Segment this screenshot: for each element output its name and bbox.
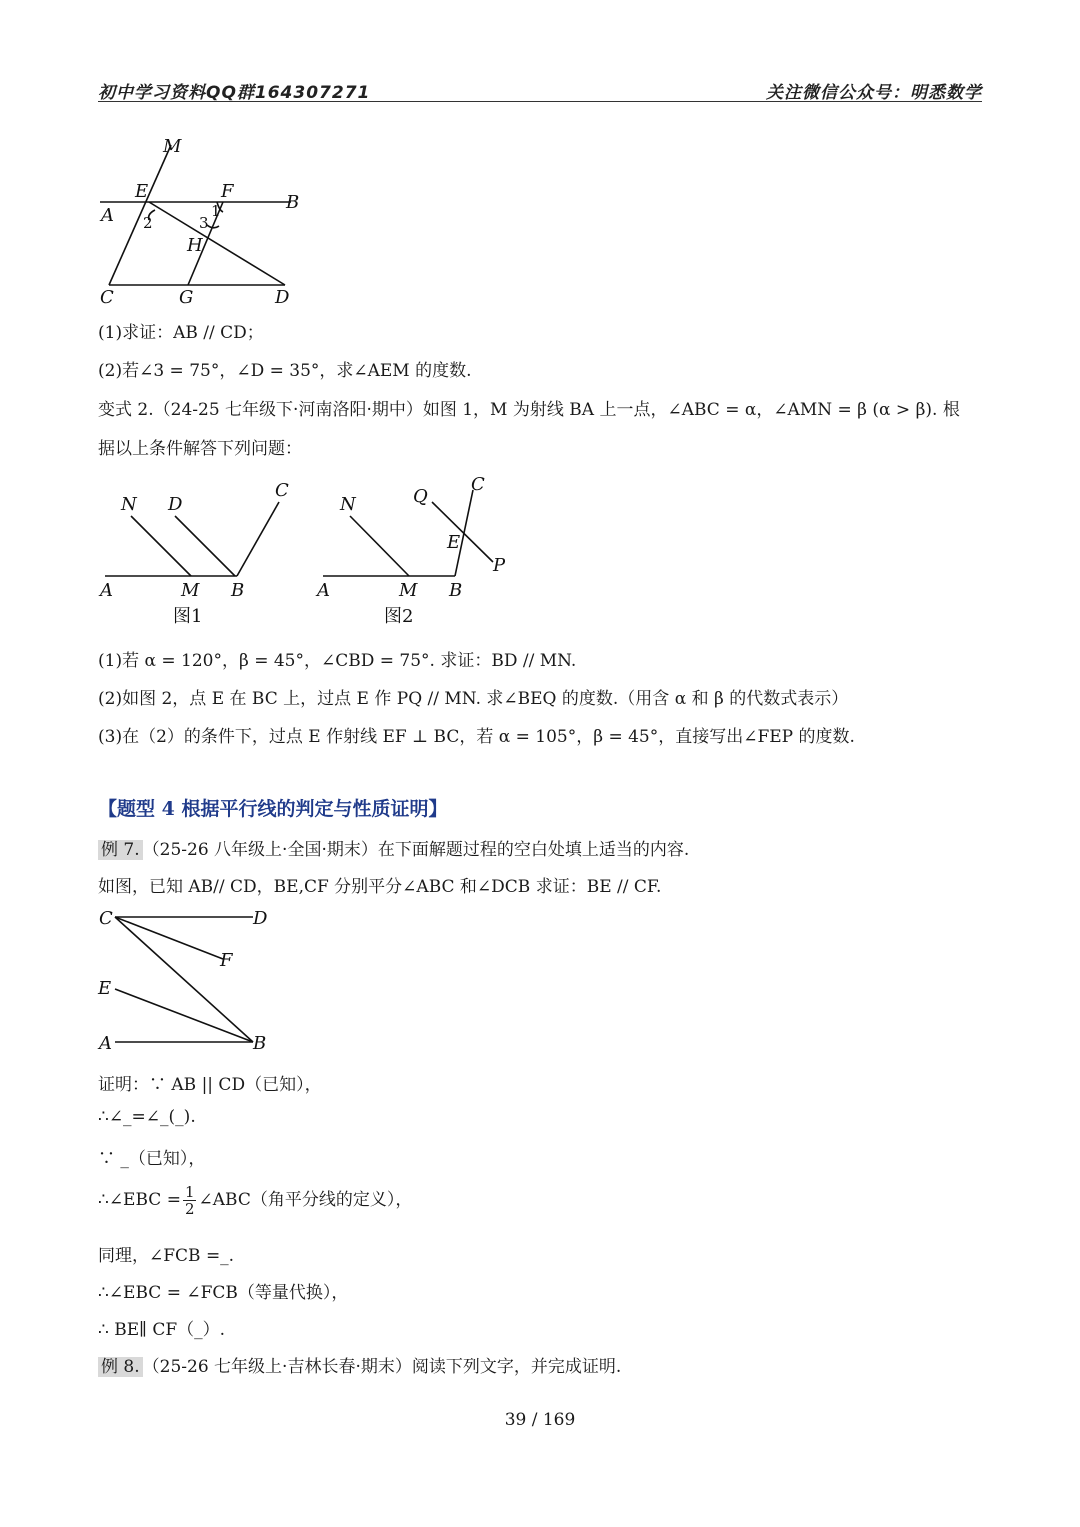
question-b-part-1: (1)若 α = 120°，β = 45°，∠CBD = 75°. 求证：BD // MN. xyxy=(98,651,577,671)
fig2-2-label-m: M xyxy=(399,580,418,601)
fig3-label-d: D xyxy=(253,908,268,929)
fig1-label-m: M xyxy=(163,136,182,157)
example-7-source: （25-26 八年级上·全国·期末）在下面解题过程的空白处填上适当的内容. xyxy=(142,840,690,860)
fig1-angle-1: 1 xyxy=(211,202,221,220)
section-title: 【题型 4 根据平行线的判定与性质证明】 xyxy=(98,798,448,820)
question-a-part-1: (1)求证：AB // CD； xyxy=(98,323,264,343)
proof-line-4-post: ∠ABC（角平分线的定义）， xyxy=(198,1190,413,1210)
proof-line-4 xyxy=(98,1180,412,1220)
fig1-label-g: G xyxy=(179,287,194,308)
figure-ab-cd-bisectors xyxy=(95,902,285,1060)
fig1-label-e: E xyxy=(135,181,149,202)
variant-2-line-2: 据以上条件解答下列问题： xyxy=(98,439,302,459)
proof-line-7: ∴ BE∥ CF（_）. xyxy=(98,1320,226,1340)
fig1-angle-2: 2 xyxy=(143,214,153,232)
question-b-part-2: (2)如图 2，点 E 在 BC 上，过点 E 作 PQ // MN. 求∠BEQ 的度数.（用含 α 和 β 的代数式表示） xyxy=(98,689,849,709)
fig3-label-b: B xyxy=(253,1033,267,1054)
figure-parallel-lines-efh xyxy=(95,130,325,310)
fig1-label-a: A xyxy=(101,205,114,226)
header-right: 关注微信公众号：明悉数学 xyxy=(766,83,982,103)
fig2-1-label-d: D xyxy=(168,494,183,515)
fraction-numerator: 1 xyxy=(184,1183,195,1201)
fig1-label-f: F xyxy=(221,181,234,202)
proof-line-4-pre: ∴∠EBC = xyxy=(98,1190,181,1210)
fig1-label-h: H xyxy=(187,235,203,256)
fig2-1-label-n: N xyxy=(121,494,137,515)
proof-line-5: 同理，∠FCB =_. xyxy=(98,1246,235,1266)
fig2-1-label-b: B xyxy=(231,580,245,601)
question-b-part-3: (3)在（2）的条件下，过点 E 作射线 EF ⊥ BC，若 α = 105°，β = 45°，直接写出∠FEP 的度数. xyxy=(98,727,855,747)
header-left: 初中学习资料QQ群164307271 xyxy=(98,83,371,103)
fig3-label-c: C xyxy=(99,908,113,929)
fig2-2-caption: 图2 xyxy=(384,606,414,627)
fig2-2-label-a: A xyxy=(317,580,330,601)
question-a-part-2: (2)若∠3 = 75°，∠D = 35°，求∠AEM 的度数. xyxy=(98,361,472,381)
fig2-2-label-q: Q xyxy=(413,486,428,507)
fig3-label-a: A xyxy=(99,1033,112,1054)
fig2-1-label-m: M xyxy=(181,580,200,601)
fig2-2-label-c: C xyxy=(471,474,485,495)
fig2-2-label-b: B xyxy=(449,580,463,601)
fig2-2-label-e: E xyxy=(447,532,461,553)
fig2-1-label-a: A xyxy=(100,580,113,601)
half-fraction xyxy=(183,1184,197,1217)
example-8-source: （25-26 七年级上·吉林长春·期末）阅读下列文字，并完成证明. xyxy=(142,1357,622,1377)
figure-variant2 xyxy=(95,472,535,637)
fig2-1-caption: 图1 xyxy=(173,606,203,627)
fig1-angle-3: 3 xyxy=(199,214,209,232)
example-7-label: 例 7. xyxy=(98,840,143,860)
proof-line-6: ∴∠EBC = ∠FCB（等量代换）， xyxy=(98,1283,349,1303)
example-8-line-1 xyxy=(98,1352,621,1377)
example-7-line-1 xyxy=(98,835,689,860)
fig2-2-label-p: P xyxy=(493,555,506,576)
fig1-label-d: D xyxy=(275,287,290,308)
example-7-line-2: 如图，已知 AB// CD，BE,CF 分别平分∠ABC 和∠DCB 求证：BE // CF. xyxy=(98,877,662,897)
proof-line-2: ∴∠_=∠_(_). xyxy=(98,1107,196,1127)
fig1-label-b: B xyxy=(286,192,300,213)
variant-2-line-1: 变式 2.（24-25 七年级下·河南洛阳·期中）如图 1，M 为射线 BA 上一点，∠ABC = α，∠AMN = β (α > β). 根 xyxy=(98,400,960,420)
fig2-1-label-c: C xyxy=(275,480,289,501)
header-rule xyxy=(98,101,982,102)
fig1-label-c: C xyxy=(100,287,114,308)
page-number: 39 / 169 xyxy=(504,1410,576,1430)
fig2-2-label-n: N xyxy=(340,494,356,515)
proof-line-3: ∵ _（已知）， xyxy=(98,1149,206,1169)
fig3-label-f: F xyxy=(220,950,233,971)
proof-line-1: 证明：∵ AB || CD（已知）， xyxy=(98,1075,322,1095)
fig3-label-e: E xyxy=(98,978,112,999)
example-8-label: 例 8. xyxy=(98,1357,143,1377)
fraction-denominator: 2 xyxy=(184,1200,195,1218)
